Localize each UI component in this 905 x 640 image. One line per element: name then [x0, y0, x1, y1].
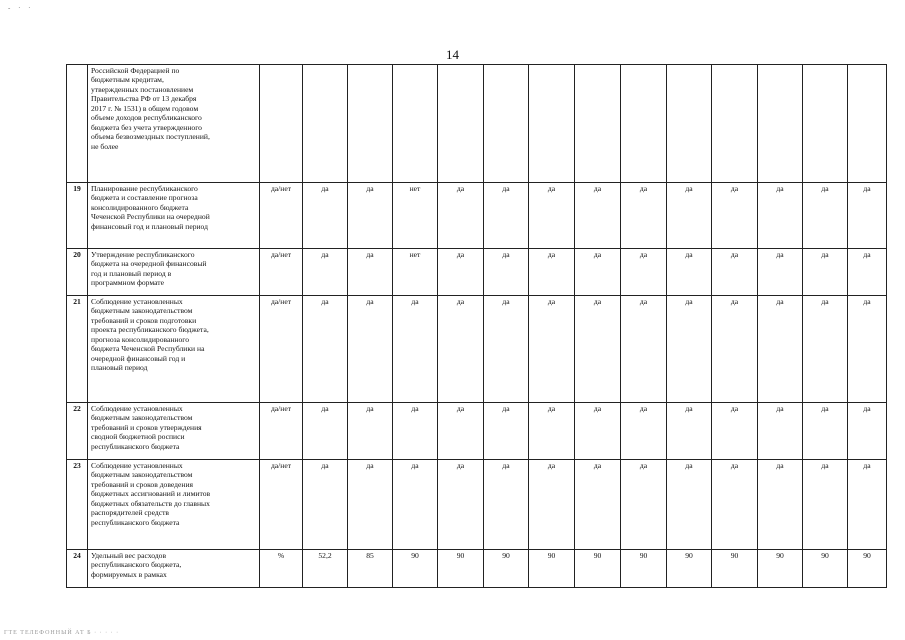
value-cell: да: [393, 403, 438, 460]
value-cell: 90: [803, 550, 848, 588]
description-line: требований и сроков подготовки: [91, 315, 197, 325]
value-cell: да: [393, 296, 438, 403]
value-cell: 90: [529, 550, 575, 588]
unit-cell: да/нет: [260, 460, 303, 550]
description-line: консолидированного бюджета: [91, 202, 189, 212]
value-cell: да: [348, 249, 393, 296]
value-cell: [848, 65, 887, 183]
value-cell: да: [484, 249, 529, 296]
value-cell: да: [303, 403, 348, 460]
value-cell: 90: [712, 550, 758, 588]
description-line: объема безвозмездных поступлений,: [91, 132, 210, 142]
value-cell: да: [803, 403, 848, 460]
description-line: Российской Федерацией по: [91, 66, 180, 75]
row-number: 22: [67, 403, 88, 460]
description-line: программном формате: [91, 278, 164, 288]
value-cell: да: [758, 183, 803, 249]
unit-cell: %: [260, 550, 303, 588]
description-line: Удельный вес расходов: [91, 551, 167, 560]
indicators-table: [66, 64, 887, 588]
value-cell: да: [348, 460, 393, 550]
value-cell: [348, 65, 393, 183]
description-line: финансовый год и плановый период: [91, 221, 208, 231]
value-cell: да: [348, 183, 393, 249]
value-cell: [712, 65, 758, 183]
description-line: бюджета без учета утвержденного: [91, 122, 202, 132]
value-cell: да: [393, 460, 438, 550]
description-line: прогноза консолидированного: [91, 334, 190, 344]
value-cell: да: [667, 296, 712, 403]
table-row: [67, 550, 887, 588]
indicator-description: [88, 550, 260, 588]
value-cell: да: [803, 460, 848, 550]
value-cell: да: [848, 296, 887, 403]
value-cell: да: [712, 403, 758, 460]
value-cell: да: [712, 249, 758, 296]
value-cell: да: [848, 403, 887, 460]
value-cell: да: [348, 296, 393, 403]
description-line: распорядителей средств: [91, 508, 170, 518]
description-line: очередной финансовый год и: [91, 353, 186, 363]
value-cell: да: [438, 249, 484, 296]
description-line: Планирование республиканского: [91, 184, 198, 193]
footer-artifact: ГТЕ ТЕЛЕФОННЫЙ АТ Б · · · · ·: [4, 630, 120, 636]
description-line: требований и сроков утверждения: [91, 422, 202, 432]
value-cell: да: [712, 296, 758, 403]
description-line: бюджета Чеченской Республики на: [91, 344, 205, 354]
value-cell: да: [529, 403, 575, 460]
page-number: 14: [446, 47, 459, 62]
unit-cell: да/нет: [260, 249, 303, 296]
value-cell: да: [438, 460, 484, 550]
description-line: Чеченской Республики на очередной: [91, 212, 210, 222]
value-cell: да: [621, 296, 667, 403]
value-cell: да: [758, 249, 803, 296]
indicator-description: [88, 403, 260, 460]
value-cell: [667, 65, 712, 183]
value-cell: 90: [484, 550, 529, 588]
description-line: не более: [91, 141, 119, 151]
value-cell: да: [438, 296, 484, 403]
value-cell: да: [803, 183, 848, 249]
value-cell: да: [303, 249, 348, 296]
value-cell: 90: [667, 550, 712, 588]
description-line: бюджета и составление прогноза: [91, 193, 198, 203]
value-cell: [393, 65, 438, 183]
value-cell: да: [348, 403, 393, 460]
value-cell: 90: [621, 550, 667, 588]
description-line: Правительства РФ от 13 декабря: [91, 94, 197, 104]
description-line: республиканского бюджета: [91, 441, 180, 451]
value-cell: да: [667, 460, 712, 550]
value-cell: да: [712, 460, 758, 550]
description-line: Утверждение республиканского: [91, 250, 195, 259]
value-cell: да: [484, 183, 529, 249]
indicator-description: [88, 183, 260, 249]
value-cell: 90: [575, 550, 621, 588]
value-cell: да: [667, 183, 712, 249]
description-line: Соблюдение установленных: [91, 297, 183, 306]
value-cell: да: [303, 296, 348, 403]
value-cell: [621, 65, 667, 183]
value-cell: да: [621, 249, 667, 296]
value-cell: да: [575, 460, 621, 550]
value-cell: да: [484, 403, 529, 460]
description-line: бюджетным законодательством: [91, 413, 193, 423]
value-cell: [758, 65, 803, 183]
value-cell: [438, 65, 484, 183]
table-row: [67, 460, 887, 550]
table-row: [67, 403, 887, 460]
row-number: 23: [67, 460, 88, 550]
description-line: проекта республиканского бюджета,: [91, 325, 209, 335]
value-cell: 90: [393, 550, 438, 588]
description-line: год и плановый период в: [91, 268, 172, 278]
row-number: 19: [67, 183, 88, 249]
description-line: Соблюдение установленных: [91, 404, 183, 413]
value-cell: да: [575, 296, 621, 403]
value-cell: да: [758, 460, 803, 550]
value-cell: да: [529, 249, 575, 296]
value-cell: да: [575, 249, 621, 296]
value-cell: да: [667, 249, 712, 296]
value-cell: [303, 65, 348, 183]
value-cell: нет: [393, 183, 438, 249]
value-cell: да: [848, 249, 887, 296]
value-cell: да: [438, 403, 484, 460]
unit-cell: да/нет: [260, 296, 303, 403]
description-line: 2017 г. № 1531) в общем годовом: [91, 103, 199, 113]
description-line: республиканского бюджета,: [91, 560, 182, 570]
row-number: [67, 65, 88, 183]
value-cell: нет: [393, 249, 438, 296]
value-cell: 90: [758, 550, 803, 588]
description-line: республиканского бюджета: [91, 517, 180, 527]
value-cell: да: [712, 183, 758, 249]
description-line: бюджетным законодательством: [91, 470, 193, 480]
value-cell: да: [758, 296, 803, 403]
description-line: утвержденных постановлением: [91, 84, 194, 94]
value-cell: да: [303, 183, 348, 249]
value-cell: 52,2: [303, 550, 348, 588]
indicator-description: [88, 249, 260, 296]
value-cell: да: [529, 183, 575, 249]
row-number: 20: [67, 249, 88, 296]
description-line: требований и сроков доведения: [91, 479, 194, 489]
description-line: бюджетных ассигнований и лимитов: [91, 489, 211, 499]
value-cell: [484, 65, 529, 183]
description-line: формируемых в рамках: [91, 569, 167, 579]
value-cell: да: [667, 403, 712, 460]
table-row: [67, 249, 887, 296]
value-cell: да: [303, 460, 348, 550]
description-line: бюджетных обязательств до главных: [91, 498, 210, 508]
value-cell: да: [803, 296, 848, 403]
row-number: 24: [67, 550, 88, 588]
description-line: бюджетным кредитам,: [91, 75, 164, 85]
value-cell: 90: [438, 550, 484, 588]
value-cell: да: [621, 403, 667, 460]
value-cell: да: [529, 296, 575, 403]
unit-cell: да/нет: [260, 403, 303, 460]
description-line: бюджета на очередной финансовый: [91, 259, 207, 269]
value-cell: да: [575, 183, 621, 249]
value-cell: да: [438, 183, 484, 249]
description-line: объеме доходов республиканского: [91, 113, 202, 123]
description-line: плановый период: [91, 363, 148, 373]
value-cell: да: [621, 460, 667, 550]
indicator-description: [88, 296, 260, 403]
value-cell: да: [484, 296, 529, 403]
unit-cell: [260, 65, 303, 183]
value-cell: да: [621, 183, 667, 249]
value-cell: [529, 65, 575, 183]
value-cell: [575, 65, 621, 183]
value-cell: 85: [348, 550, 393, 588]
description-line: Соблюдение установленных: [91, 461, 183, 470]
value-cell: 90: [848, 550, 887, 588]
value-cell: да: [575, 403, 621, 460]
value-cell: да: [529, 460, 575, 550]
indicator-description: [88, 460, 260, 550]
indicator-description: [88, 65, 260, 183]
description-line: бюджетным законодательством: [91, 306, 193, 316]
scan-artifact: - · ·: [8, 4, 34, 12]
value-cell: да: [484, 460, 529, 550]
table-row: [67, 65, 887, 183]
value-cell: [803, 65, 848, 183]
table-row: [67, 296, 887, 403]
table-row: [67, 183, 887, 249]
value-cell: да: [803, 249, 848, 296]
description-line: сводной бюджетной росписи: [91, 432, 185, 442]
row-number: 21: [67, 296, 88, 403]
unit-cell: да/нет: [260, 183, 303, 249]
value-cell: да: [758, 403, 803, 460]
value-cell: да: [848, 460, 887, 550]
value-cell: да: [848, 183, 887, 249]
